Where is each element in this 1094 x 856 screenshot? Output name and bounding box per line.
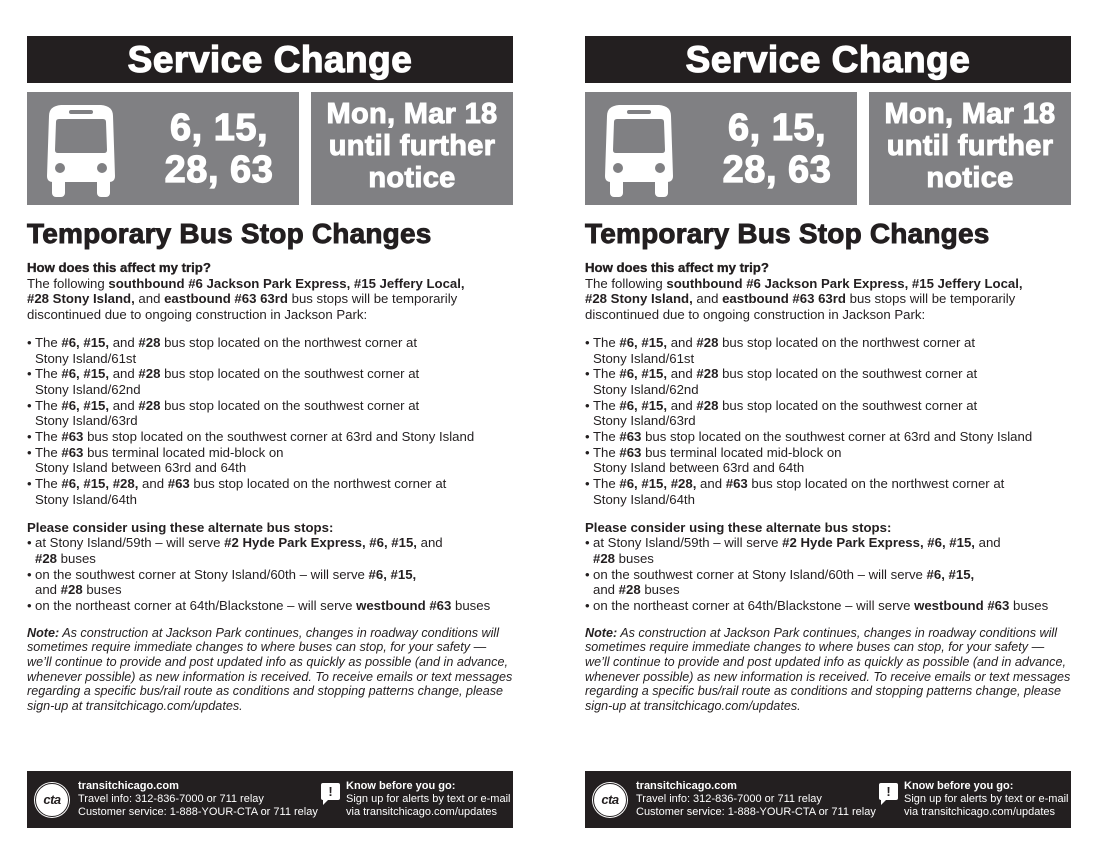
list-item: • on the southwest corner at Stony Island/60th – will serve #6, #15, and #28 buses: [27, 567, 513, 598]
alerts-link[interactable]: via transitchicago.com/updates: [904, 806, 1056, 818]
list-item: • The #63 bus stop located on the southwest corner at 63rd and Stony Island: [585, 429, 1071, 445]
alerts-line-1: Sign up for alerts by text or e-mail: [904, 793, 1069, 805]
travel-info: Travel info: 312-836-7000 or 711 relay: [78, 793, 264, 805]
travel-info: Travel info: 312-836-7000 or 711 relay: [636, 793, 822, 805]
alternate-stops-list: [27, 535, 513, 614]
effective-date-box: [869, 92, 1071, 205]
notice-body: [585, 260, 1071, 713]
website-link[interactable]: transitchicago.com: [636, 780, 737, 792]
question-heading: How does this affect my trip?: [585, 260, 769, 275]
page-heading: Temporary Bus Stop Changes: [27, 218, 432, 249]
footer-bar: [27, 771, 513, 828]
note-paragraph: [27, 626, 513, 714]
list-item: • The #6, #15, and #28 bus stop located on the southwest corner at Stony Island/62nd: [585, 366, 1071, 397]
alternate-stops-list: [585, 535, 1071, 614]
notice-body: [27, 260, 513, 713]
list-item: • at Stony Island/59th – will serve #2 Hyde Park Express, #6, #15, and #28 buses: [27, 535, 513, 566]
page-heading: Temporary Bus Stop Changes: [585, 218, 990, 249]
list-item: • The #6, #15, #28, and #63 bus stop located on the northwest corner at Stony Island/64th: [27, 476, 513, 507]
intro-paragraph: The following southbound #6 Jackson Park Express, #15 Jeffery Local, #28 Stony Island, and eastbound #63 63rd bus stops will be temporarily discontinued due to ongoing construction in Jackson Park:: [585, 275, 1023, 323]
date-line-3: notice: [926, 162, 1014, 194]
list-item: • at Stony Island/59th – will serve #2 Hyde Park Express, #6, #15, and #28 buses: [585, 535, 1071, 566]
know-before-title: Know before you go:: [904, 780, 1014, 792]
service-change-title: Service Change: [27, 36, 513, 83]
list-item: • The #63 bus terminal located mid-block on Stony Island between 63rd and 64th: [27, 445, 513, 476]
list-item: • The #63 bus stop located on the southwest corner at 63rd and Stony Island: [27, 429, 513, 445]
customer-service: Customer service: 1-888-YOUR-CTA or 711 relay: [636, 806, 876, 818]
note-label: Note:: [27, 625, 60, 640]
alert-speech-bubble-icon: !: [321, 783, 340, 800]
alerts-info: [904, 780, 1068, 819]
notice-panel-right: [585, 36, 1071, 828]
list-item: • The #6, #15, and #28 bus stop located on the southwest corner at Stony Island/63rd: [27, 398, 513, 429]
route-box: [27, 92, 299, 205]
routes-line-2: 28, 63: [164, 149, 274, 191]
discontinued-stops-list: [585, 335, 1071, 508]
note-paragraph: [585, 626, 1071, 714]
cta-logo: cta: [35, 783, 69, 817]
note-label: Note:: [585, 625, 618, 640]
discontinued-stops-list: [27, 335, 513, 508]
alerts-info: [346, 780, 510, 819]
alternate-stops-heading: Please consider using these alternate bus stops:: [585, 519, 892, 535]
date-line-1: Mon, Mar 18: [326, 98, 498, 130]
list-item: • The #6, #15, and #28 bus stop located on the southwest corner at Stony Island/62nd: [27, 366, 513, 397]
routes-line-1: 6, 15,: [727, 107, 827, 149]
list-item: • The #6, #15, #28, and #63 bus stop located on the northwest corner at Stony Island/64th: [585, 476, 1071, 507]
routes-line-2: 28, 63: [722, 149, 832, 191]
date-line-2: until further: [886, 130, 1054, 162]
alerts-line-1: Sign up for alerts by text or e-mail: [346, 793, 511, 805]
route-box: [585, 92, 857, 205]
list-item: • The #6, #15, and #28 bus stop located on the northwest corner at Stony Island/61st: [585, 335, 1071, 366]
cta-logo: cta: [593, 783, 627, 817]
list-item: • The #6, #15, and #28 bus stop located on the northwest corner at Stony Island/61st: [27, 335, 513, 366]
contact-info: [636, 780, 876, 819]
question-heading: How does this affect my trip?: [27, 260, 211, 275]
date-line-3: notice: [368, 162, 456, 194]
note-text: As construction at Jackson Park continues, changes in roadway conditions will sometimes require immediate changes to where buses can stop, for your safety — we’ll continue to provide and post updated info as quickly as possible (and in advance, whenever possible) as new information is received. To receive emails or text messages regarding a specific bus/rail route as conditions and stopping patterns change, please sign-up at transitchicago.com/updates.: [27, 625, 513, 713]
list-item: • on the northeast corner at 64th/Blackstone – will serve westbound #63 buses: [27, 598, 513, 614]
alert-speech-bubble-icon: !: [879, 783, 898, 800]
routes-line-1: 6, 15,: [169, 107, 269, 149]
footer-bar: [585, 771, 1071, 828]
alerts-link[interactable]: via transitchicago.com/updates: [346, 806, 498, 818]
intro-paragraph: The following southbound #6 Jackson Park Express, #15 Jeffery Local, #28 Stony Island, and eastbound #63 63rd bus stops will be temporarily discontinued due to ongoing construction in Jackson Park:: [27, 275, 465, 323]
list-item: • on the northeast corner at 64th/Blackstone – will serve westbound #63 buses: [585, 598, 1071, 614]
date-line-2: until further: [328, 130, 496, 162]
effective-date-box: [311, 92, 513, 205]
route-numbers: [707, 107, 847, 191]
service-change-title: Service Change: [585, 36, 1071, 83]
customer-service: Customer service: 1-888-YOUR-CTA or 711 relay: [78, 806, 318, 818]
contact-info: [78, 780, 318, 819]
alternate-stops-heading: Please consider using these alternate bus stops:: [27, 519, 334, 535]
date-line-1: Mon, Mar 18: [884, 98, 1056, 130]
bus-front-icon: [39, 102, 123, 198]
notice-panel-left: [27, 36, 513, 828]
list-item: • The #63 bus terminal located mid-block on Stony Island between 63rd and 64th: [585, 445, 1071, 476]
list-item: • on the southwest corner at Stony Island/60th – will serve #6, #15, and #28 buses: [585, 567, 1071, 598]
know-before-title: Know before you go:: [346, 780, 456, 792]
route-numbers: [149, 107, 289, 191]
note-text: As construction at Jackson Park continues, changes in roadway conditions will sometimes require immediate changes to where buses can stop, for your safety — we’ll continue to provide and post updated info as quickly as possible (and in advance, whenever possible) as new information is received. To receive emails or text messages regarding a specific bus/rail route as conditions and stopping patterns change, please sign-up at transitchicago.com/updates.: [585, 625, 1071, 713]
bus-front-icon: [597, 102, 681, 198]
website-link[interactable]: transitchicago.com: [78, 780, 179, 792]
list-item: • The #6, #15, and #28 bus stop located on the southwest corner at Stony Island/63rd: [585, 398, 1071, 429]
